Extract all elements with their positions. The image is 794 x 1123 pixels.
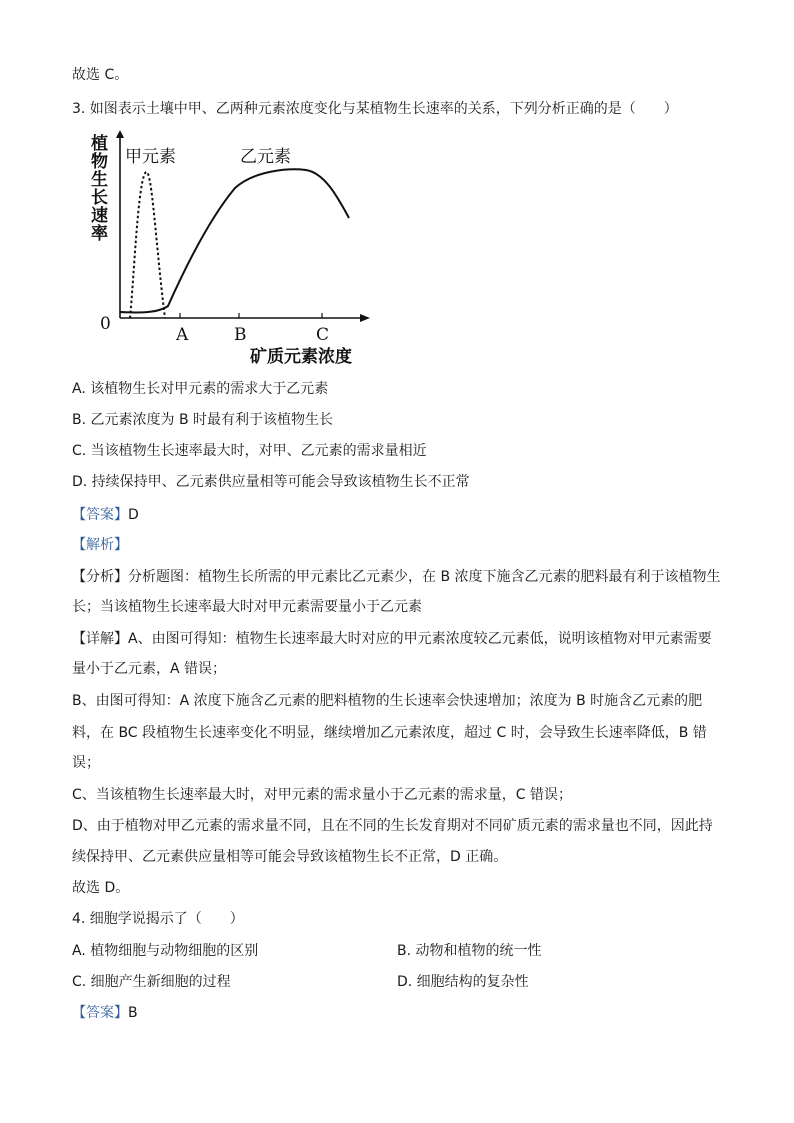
q3-detail-a2: 量小于乙元素，A 错误； xyxy=(72,661,227,677)
q4-option-c: C. 细胞产生新细胞的过程 xyxy=(72,974,231,990)
q3-detail-b2: 料，在 BC 段植物生长速率变化不明显，继续增加乙元素浓度，超过 C 时，会导致生长速率降低，B 错 xyxy=(72,725,707,741)
q3-option-c: C. 当该植物生长速率最大时，对甲、乙元素的需求量相近 xyxy=(72,443,427,459)
q3-stem: 3. 如图表示土壤中甲、乙两种元素浓度变化与某植物生长速率的关系，下列分析正确的是（ ） xyxy=(72,101,678,117)
x-tick-b: B xyxy=(234,325,247,345)
q2-conclusion: 故选 C。 xyxy=(72,67,129,83)
q3-option-b: B. 乙元素浓度为 B 时最有利于该植物生长 xyxy=(72,412,334,428)
series-jia-label: 甲元素 xyxy=(125,147,176,167)
q3-option-a: A. 该植物生长对甲元素的需求大于乙元素 xyxy=(72,381,329,397)
q3-detail-b1: B、由图可得知：A 浓度下施含乙元素的肥料植物的生长速率会快速增加；浓度为 B 时施含乙元素的肥 xyxy=(72,693,703,709)
q3-fenxi-1: 【分析】分析题图：植物生长所需的甲元素比乙元素少，在 B 浓度下施含乙元素的肥料最有利于该植物生 xyxy=(72,569,721,585)
y-axis-label: 植物生长速率 xyxy=(87,134,107,242)
x-tick-c: C xyxy=(316,325,330,345)
q4-option-d: D. 细胞结构的复杂性 xyxy=(397,974,529,990)
q4-answer: 【答案】B xyxy=(72,1005,138,1021)
q3-detail-d2: 续保持甲、乙元素供应量相等可能会导致该植物生长不正常，D 正确。 xyxy=(72,849,508,865)
y-axis-arrow xyxy=(116,130,124,138)
series-yi-curve xyxy=(120,169,349,312)
q3-chart xyxy=(80,128,380,370)
series-jia-curve xyxy=(130,172,165,318)
x-tick-a: A xyxy=(176,325,189,345)
q3-detail-d1: D、由于植物对甲乙元素的需求量不同，且在不同的生长发育期对不同矿质元素的需求量也不同，因此持 xyxy=(72,818,713,834)
q3-answer: 【答案】D xyxy=(72,507,139,523)
q3-analysis-tag: 【解析】 xyxy=(72,537,128,553)
series-yi-label: 乙元素 xyxy=(240,147,291,167)
q4-option-a: A. 植物细胞与动物细胞的区别 xyxy=(72,943,259,959)
q3-conclusion: 故选 D。 xyxy=(72,880,130,896)
q3-detail-a1: 【详解】A、由图可得知：植物生长速率最大时对应的甲元素浓度较乙元素低，说明该植物对甲元素需要 xyxy=(72,631,712,647)
q3-option-d: D. 持续保持甲、乙元素供应量相等可能会导致该植物生长不正常 xyxy=(72,474,470,490)
q4-stem: 4. 细胞学说揭示了（ ） xyxy=(72,911,244,927)
q3-detail-c: C、当该植物生长速率最大时，对甲元素的需求量小于乙元素的需求量，C 错误； xyxy=(72,787,572,803)
q3-detail-b3: 误； xyxy=(72,755,100,771)
q3-fenxi-2: 长；当该植物生长速率最大时对甲元素需要量小于乙元素 xyxy=(72,599,422,615)
x-axis-label: 矿质元素浓度 xyxy=(250,347,352,367)
x-axis-arrow xyxy=(360,314,370,322)
q4-option-b: B. 动物和植物的统一性 xyxy=(397,943,542,959)
origin-label: 0 xyxy=(100,314,111,334)
